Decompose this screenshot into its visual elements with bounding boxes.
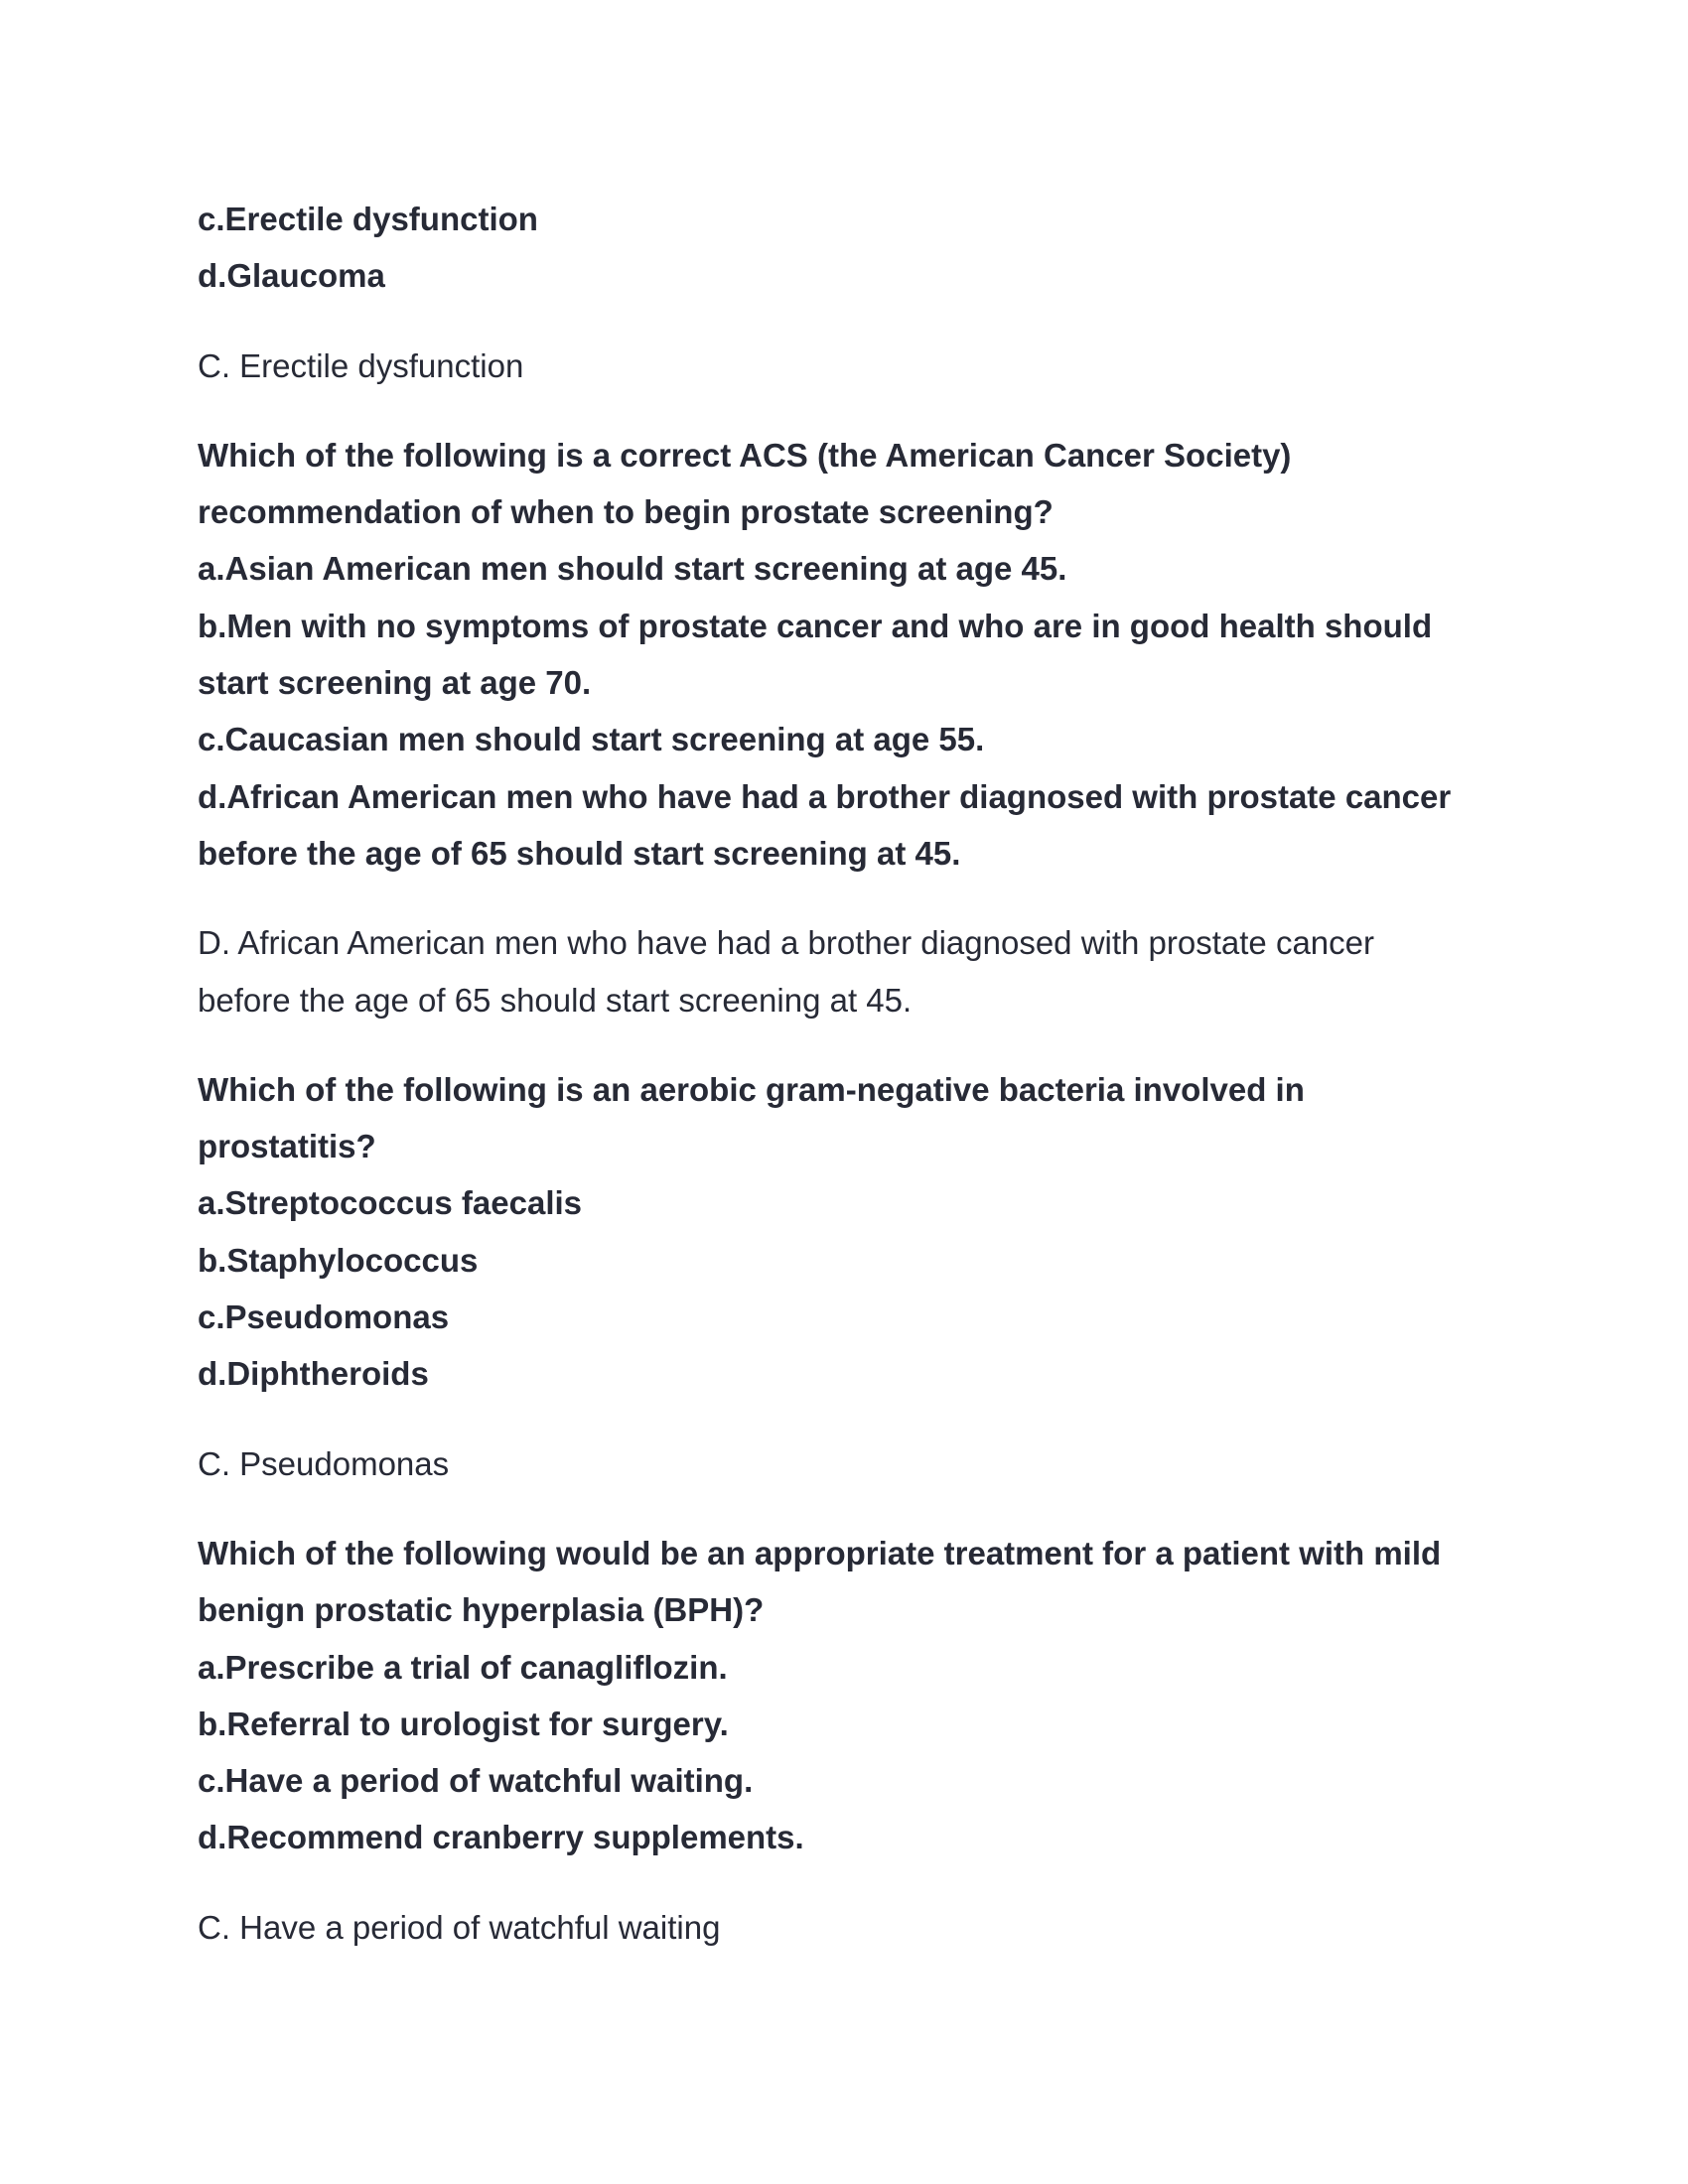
- option-a: a.Streptococcus faecalis: [198, 1184, 583, 1222]
- answer-block-2: [198, 914, 1488, 1028]
- option-d: before the age of 65 should start screening at 45.: [198, 834, 961, 872]
- spacer: [198, 305, 1488, 338]
- option-c: c.Caucasian men should start screening at age 55.: [198, 721, 985, 758]
- option-c: c.Pseudomonas: [198, 1298, 450, 1336]
- answer-text: C. Have a period of watchful waiting: [198, 1908, 721, 1946]
- option-a: a.Prescribe a trial of canagliflozin.: [198, 1648, 728, 1686]
- option-c: c.Erectile dysfunction: [198, 201, 538, 237]
- answer-text: C. Pseudomonas: [198, 1444, 450, 1482]
- option-b: b.Staphylococcus: [198, 1241, 479, 1279]
- option-b: start screening at age 70.: [198, 664, 592, 702]
- option-d: d.Diphtheroids: [198, 1355, 429, 1393]
- question-stem: Which of the following is a correct ACS (the American Cancer Society): [198, 436, 1292, 474]
- question-block-continued: [198, 191, 1488, 305]
- question-stem: benign prostatic hyperplasia (BPH)?: [198, 1591, 765, 1629]
- question-block-bph: [198, 1525, 1488, 1866]
- answer-text: before the age of 65 should start screening at 45.: [198, 981, 913, 1019]
- option-d: d.Recommend cranberry supplements.: [198, 1819, 804, 1856]
- option-a: a.Asian American men should start screening at age 45.: [198, 550, 1067, 588]
- spacer: [198, 394, 1488, 427]
- spacer: [198, 1403, 1488, 1435]
- spacer: [198, 1028, 1488, 1061]
- spacer: [198, 1866, 1488, 1899]
- answer-block-3: [198, 1435, 1488, 1492]
- option-d: d.Glaucoma: [198, 257, 385, 295]
- question-block-prostatitis: [198, 1061, 1488, 1403]
- option-b: b.Men with no symptoms of prostate cancer and who are in good health should: [198, 607, 1433, 644]
- answer-block-4: [198, 1899, 1488, 1956]
- answer-text: C. Erectile dysfunction: [198, 346, 524, 384]
- spacer: [198, 882, 1488, 914]
- question-stem: prostatitis?: [198, 1128, 376, 1165]
- option-c: c.Have a period of watchful waiting.: [198, 1762, 754, 1800]
- document-page: [198, 191, 1488, 1956]
- option-d: d.African American men who have had a brother diagnosed with prostate cancer: [198, 777, 1452, 815]
- question-stem: Which of the following is an aerobic gram-negative bacteria involved in: [198, 1070, 1305, 1108]
- answer-block-1: [198, 338, 1488, 394]
- answer-text: D. African American men who have had a brother diagnosed with prostate cancer: [198, 924, 1375, 962]
- option-b: b.Referral to urologist for surgery.: [198, 1705, 729, 1742]
- spacer: [198, 1492, 1488, 1525]
- question-stem: Which of the following would be an appropriate treatment for a patient with mild: [198, 1534, 1442, 1571]
- question-stem: recommendation of when to begin prostate screening?: [198, 493, 1054, 531]
- question-block-acs-screening: [198, 427, 1488, 882]
